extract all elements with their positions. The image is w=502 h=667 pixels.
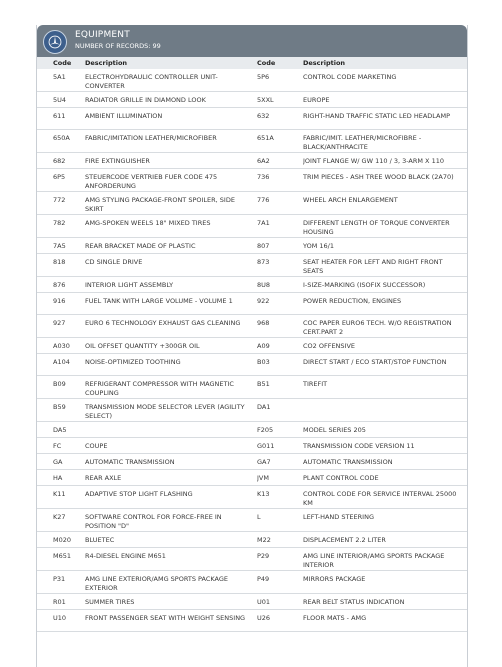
code-cell-text: 7A5 [53,242,66,250]
description-cell-text: REAR BELT STATUS INDICATION [303,598,405,606]
table-row [37,169,467,192]
panel-header [37,25,467,57]
description-cell-text: I-SIZE-MARKING (ISOFIX SUCCESSOR) [303,281,426,289]
description-cell-text: DIFFERENT LENGTH OF TORQUE CONVERTER HOUSING [303,219,450,236]
description-cell-text: MODEL SERIES 205 [303,426,366,434]
code-cell-text: 7A1 [257,219,270,227]
code-cell-text: DA1 [257,403,271,411]
code-cell [37,594,81,610]
description-cell-text: YOM 16/1 [303,242,335,250]
code-cell-text: 650A [53,134,70,142]
code-cell [37,69,81,92]
description-cell [299,610,467,632]
code-cell [253,69,299,92]
description-cell-text: ELECTROHYDRAULIC CONTROLLER UNIT-CONVERTER [85,73,218,90]
description-cell [81,509,253,532]
code-cell [253,470,299,486]
code-cell [37,153,81,169]
code-cell-text: K11 [53,490,66,498]
description-cell [81,130,253,153]
description-cell-text: AMG-SPOKEN WEELS 18" MIXED TIRES [85,219,211,227]
description-cell-text: POWER REDUCTION, ENGINES [303,297,402,305]
description-cell [299,532,467,548]
description-cell-text: REAR AXLE [85,474,122,482]
code-cell [37,315,81,338]
description-cell [299,454,467,470]
description-cell-text: OIL OFFSET QUANTITY +300GR OIL [85,342,200,350]
table-row [37,293,467,315]
code-cell-text: R01 [53,598,66,606]
code-cell [253,153,299,169]
code-cell-text: 611 [53,112,66,120]
code-cell [253,571,299,594]
description-cell [299,571,467,594]
code-cell [37,108,81,130]
description-cell-text: NOISE-OPTIMIZED TOOTHING [85,358,181,366]
table-row [37,438,467,454]
code-cell-text: U26 [257,614,271,622]
table-row [37,454,467,470]
code-cell-text: M22 [257,536,271,544]
code-cell-text: 782 [53,219,66,227]
description-cell [81,254,253,277]
description-cell [81,238,253,254]
code-cell [253,454,299,470]
description-cell [81,354,253,376]
code-cell-text: B59 [53,403,66,411]
table-row [37,532,467,548]
code-cell [37,509,81,532]
code-cell-text: 5P6 [257,73,270,81]
code-cell-text: HA [53,474,63,482]
description-cell [299,338,467,354]
code-cell-text: A09 [257,342,270,350]
table-row [37,315,467,338]
table-row [37,192,467,215]
description-cell [81,399,253,422]
description-cell [299,438,467,454]
code-cell [253,509,299,532]
code-cell [253,254,299,277]
description-cell-text: DISPLACEMENT 2.2 LITER [303,536,386,544]
description-cell-text: LEFT-HAND STEERING [303,513,374,521]
code-cell [253,532,299,548]
description-cell-text: AMG LINE INTERIOR/AMG SPORTS PACKAGE INTERIOR [303,552,445,569]
description-cell [299,169,467,192]
column-header-description: Description [85,59,128,67]
description-cell-text: FUEL TANK WITH LARGE VOLUME - VOLUME 1 [85,297,233,305]
code-cell [253,277,299,293]
description-cell-text: CD SINGLE DRIVE [85,258,143,266]
code-cell [37,338,81,354]
description-cell-text [303,399,463,403]
description-cell-text: REFRIGERANT COMPRESSOR WITH MAGNETIC COUPLING [85,380,234,397]
description-cell [81,438,253,454]
code-cell [253,548,299,571]
description-cell [81,470,253,486]
description-cell [81,92,253,108]
code-cell-text: B09 [53,380,66,388]
table-row [37,548,467,571]
code-cell-text: 807 [257,242,270,250]
code-cell-text: G011 [257,442,275,450]
description-cell-text: AMBIENT ILLUMINATION [85,112,163,120]
code-cell-text: F205 [257,426,274,434]
table-row [37,354,467,376]
description-cell-text: PLANT CONTROL CODE [303,474,379,482]
description-cell [299,254,467,277]
description-cell-text: COUPE [85,442,108,450]
code-cell-text: 632 [257,112,270,120]
code-cell-text: 916 [53,297,66,305]
code-cell [37,254,81,277]
description-cell [299,238,467,254]
code-cell [37,192,81,215]
table-row [37,338,467,354]
description-cell [81,153,253,169]
code-cell-text: U10 [53,614,67,622]
code-cell-text: M651 [53,552,72,560]
description-cell [299,215,467,238]
description-cell-text: TRIM PIECES - ASH TREE WOOD BLACK (2A70) [303,173,454,181]
record-count: NUMBER OF RECORDS: 99 [75,42,161,50]
code-cell-text: B51 [257,380,270,388]
code-cell-text: P49 [257,575,270,583]
description-cell-text: RADIATOR GRILLE IN DIAMOND LOOK [85,96,206,104]
description-cell [81,293,253,315]
description-cell [81,338,253,354]
description-cell-text: FIRE EXTINGUISHER [85,157,150,165]
table-row [37,610,467,632]
description-cell-text: AMG STYLING PACKAGE-FRONT SPOILER, SIDE SKIRT [85,196,235,213]
description-cell-text: FABRIC/IMIT. LEATHER/MICROFIBRE - BLACK/ANTHRACITE [303,134,422,151]
code-cell-text: A104 [53,358,70,366]
code-cell [253,238,299,254]
code-cell [253,293,299,315]
code-cell-text: GA7 [257,458,271,466]
code-cell [253,108,299,130]
code-cell [253,438,299,454]
description-cell-text: STEUERCODE VERTRIEB FUER CODE 475 ANFORDERUNG [85,173,218,190]
code-cell-text: 922 [257,297,270,305]
code-cell-text: P29 [257,552,270,560]
column-header-code: Code [257,59,276,67]
code-cell [37,92,81,108]
code-cell-text: FC [53,442,62,450]
code-cell [37,238,81,254]
table-row [37,470,467,486]
description-cell [81,548,253,571]
description-cell-text: FRONT PASSENGER SEAT WITH WEIGHT SENSING [85,614,246,622]
column-header-code: Code [53,59,72,67]
table-row [37,69,467,92]
description-cell [81,571,253,594]
description-cell-text: TIREFIT [303,380,328,388]
table-row [37,486,467,509]
code-cell-text: 5XXL [257,96,274,104]
description-cell [81,277,253,293]
code-cell [253,376,299,399]
description-cell [81,454,253,470]
description-cell-text: RIGHT-HAND TRAFFIC STATIC LED HEADLAMP [303,112,451,120]
code-cell [253,92,299,108]
table-row [37,594,467,610]
description-cell [299,293,467,315]
description-cell-text: TRANSMISSION MODE SELECTOR LEVER (AGILITY SELECT) [85,403,245,420]
description-cell-text: COC PAPER EURO6 TECH. W/O REGISTRATION CERT.PART 2 [303,319,452,336]
code-cell [37,454,81,470]
code-cell-text: 772 [53,196,66,204]
code-cell-text: 876 [53,281,66,289]
code-cell-text: DA5 [53,426,67,434]
table-row [37,571,467,594]
code-cell-text: 6A2 [257,157,270,165]
code-cell [253,130,299,153]
panel-title: EQUIPMENT [75,30,130,40]
code-cell [37,130,81,153]
description-cell-text: R4-DIESEL ENGINE M651 [85,552,166,560]
description-cell [81,108,253,130]
code-cell [37,215,81,238]
code-cell-text: JVM [257,474,269,482]
description-cell [299,130,467,153]
equipment-panel [36,25,468,667]
code-cell-text: 968 [257,319,270,327]
table-header-row [37,57,467,69]
table-row [37,422,467,438]
code-cell-text: 776 [257,196,270,204]
code-cell [253,422,299,438]
code-cell [37,610,81,632]
table-row [37,399,467,422]
description-cell [81,610,253,632]
table-row [37,238,467,254]
description-cell-text: JOINT FLANGE W/ GW 110 / 3, 3-ARM X 110 [303,157,444,165]
code-cell-text: 6P5 [53,173,66,181]
code-cell-text: 873 [257,258,270,266]
description-cell [81,486,253,509]
code-cell [253,354,299,376]
description-cell [299,108,467,130]
code-cell-text: A030 [53,342,70,350]
code-cell [37,277,81,293]
description-cell-text: AMG LINE EXTERIOR/AMG SPORTS PACKAGE EXTERIOR [85,575,229,592]
description-cell-text: INTERIOR LIGHT ASSEMBLY [85,281,174,289]
description-cell-text: CONTROL CODE MARKETING [303,73,397,81]
code-cell-text: 736 [257,173,270,181]
description-cell-text: AUTOMATIC TRANSMISSION [85,458,175,466]
code-cell [37,422,81,438]
code-cell-text: U01 [257,598,271,606]
code-cell [253,486,299,509]
code-cell-text: 5A1 [53,73,66,81]
code-cell-text: 651A [257,134,274,142]
table-row [37,153,467,169]
code-cell-text: 8U8 [257,281,271,289]
code-cell [253,315,299,338]
code-cell [37,399,81,422]
description-cell [299,470,467,486]
description-cell [299,354,467,376]
code-cell [253,594,299,610]
description-cell [81,422,253,438]
code-cell-text: B03 [257,358,270,366]
description-cell-text: ADAPTIVE STOP LIGHT FLASHING [85,490,193,498]
code-cell [37,438,81,454]
code-cell [37,532,81,548]
description-cell [299,509,467,532]
code-cell-text: L [257,513,261,521]
description-cell [81,169,253,192]
description-cell-text: WHEEL ARCH ENLARGEMENT [303,196,398,204]
code-cell-text: 682 [53,157,66,165]
code-cell [37,571,81,594]
description-cell [81,192,253,215]
code-cell-text: 5U4 [53,96,67,104]
equipment-table [37,57,467,632]
code-cell [253,169,299,192]
description-cell [299,486,467,509]
description-cell [81,594,253,610]
description-cell-text: BLUETEC [85,536,115,544]
description-cell [81,376,253,399]
description-cell [299,69,467,92]
code-cell-text: M020 [53,536,72,544]
description-cell-text: FLOOR MATS - AMG [303,614,367,622]
description-cell [81,532,253,548]
description-cell [299,422,467,438]
code-cell-text: 927 [53,319,66,327]
description-cell-text: MIRRORS PACKAGE [303,575,366,583]
code-cell [253,399,299,422]
column-header-description: Description [303,59,346,67]
description-cell [81,69,253,92]
description-cell-text [85,422,249,426]
table-row [37,108,467,130]
code-cell-text: K27 [53,513,66,521]
description-cell [299,153,467,169]
table-row [37,92,467,108]
description-cell [299,376,467,399]
description-cell [299,92,467,108]
table-body [37,69,467,632]
description-cell [299,399,467,422]
description-cell-text: DIRECT START / ECO START/STOP FUNCTION [303,358,447,366]
description-cell-text: EUROPE [303,96,330,104]
description-cell [81,315,253,338]
table-row [37,509,467,532]
description-cell-text: TRANSMISSION CODE VERSION 11 [303,442,415,450]
description-cell-text: CONTROL CODE FOR SERVICE INTERVAL 25000 KM [303,490,457,507]
table-row [37,277,467,293]
code-cell [253,192,299,215]
code-cell-text: K13 [257,490,270,498]
code-cell-text: P31 [53,575,66,583]
description-cell [299,548,467,571]
description-cell-text: FABRIC/IMITATION LEATHER/MICROFIBER [85,134,217,142]
description-cell [299,277,467,293]
description-cell-text: SOFTWARE CONTROL FOR FORCE-FREE IN POSITION "D" [85,513,222,530]
description-cell-text: AUTOMATIC TRANSMISSION [303,458,393,466]
code-cell [37,354,81,376]
description-cell [81,215,253,238]
table-row [37,130,467,153]
description-cell [299,315,467,338]
code-cell [37,486,81,509]
description-cell [299,594,467,610]
description-cell-text: SUMMER TIRES [85,598,135,606]
description-cell-text: EURO 6 TECHNOLOGY EXHAUST GAS CLEANING [85,319,241,327]
description-cell-text: SEAT HEATER FOR LEFT AND RIGHT FRONT SEATS [303,258,443,275]
code-cell [37,470,81,486]
code-cell [253,215,299,238]
code-cell [253,338,299,354]
table-row [37,376,467,399]
code-cell [253,610,299,632]
table-row [37,254,467,277]
code-cell [37,293,81,315]
code-cell-text: GA [53,458,63,466]
description-cell-text: REAR BRACKET MADE OF PLASTIC [85,242,196,250]
description-cell-text: CO2 OFFENSIVE [303,342,356,350]
code-cell [37,548,81,571]
code-cell [37,169,81,192]
table-row [37,215,467,238]
brand-logo-icon [43,30,67,54]
code-cell [37,376,81,399]
code-cell-text: 818 [53,258,66,266]
description-cell [299,192,467,215]
